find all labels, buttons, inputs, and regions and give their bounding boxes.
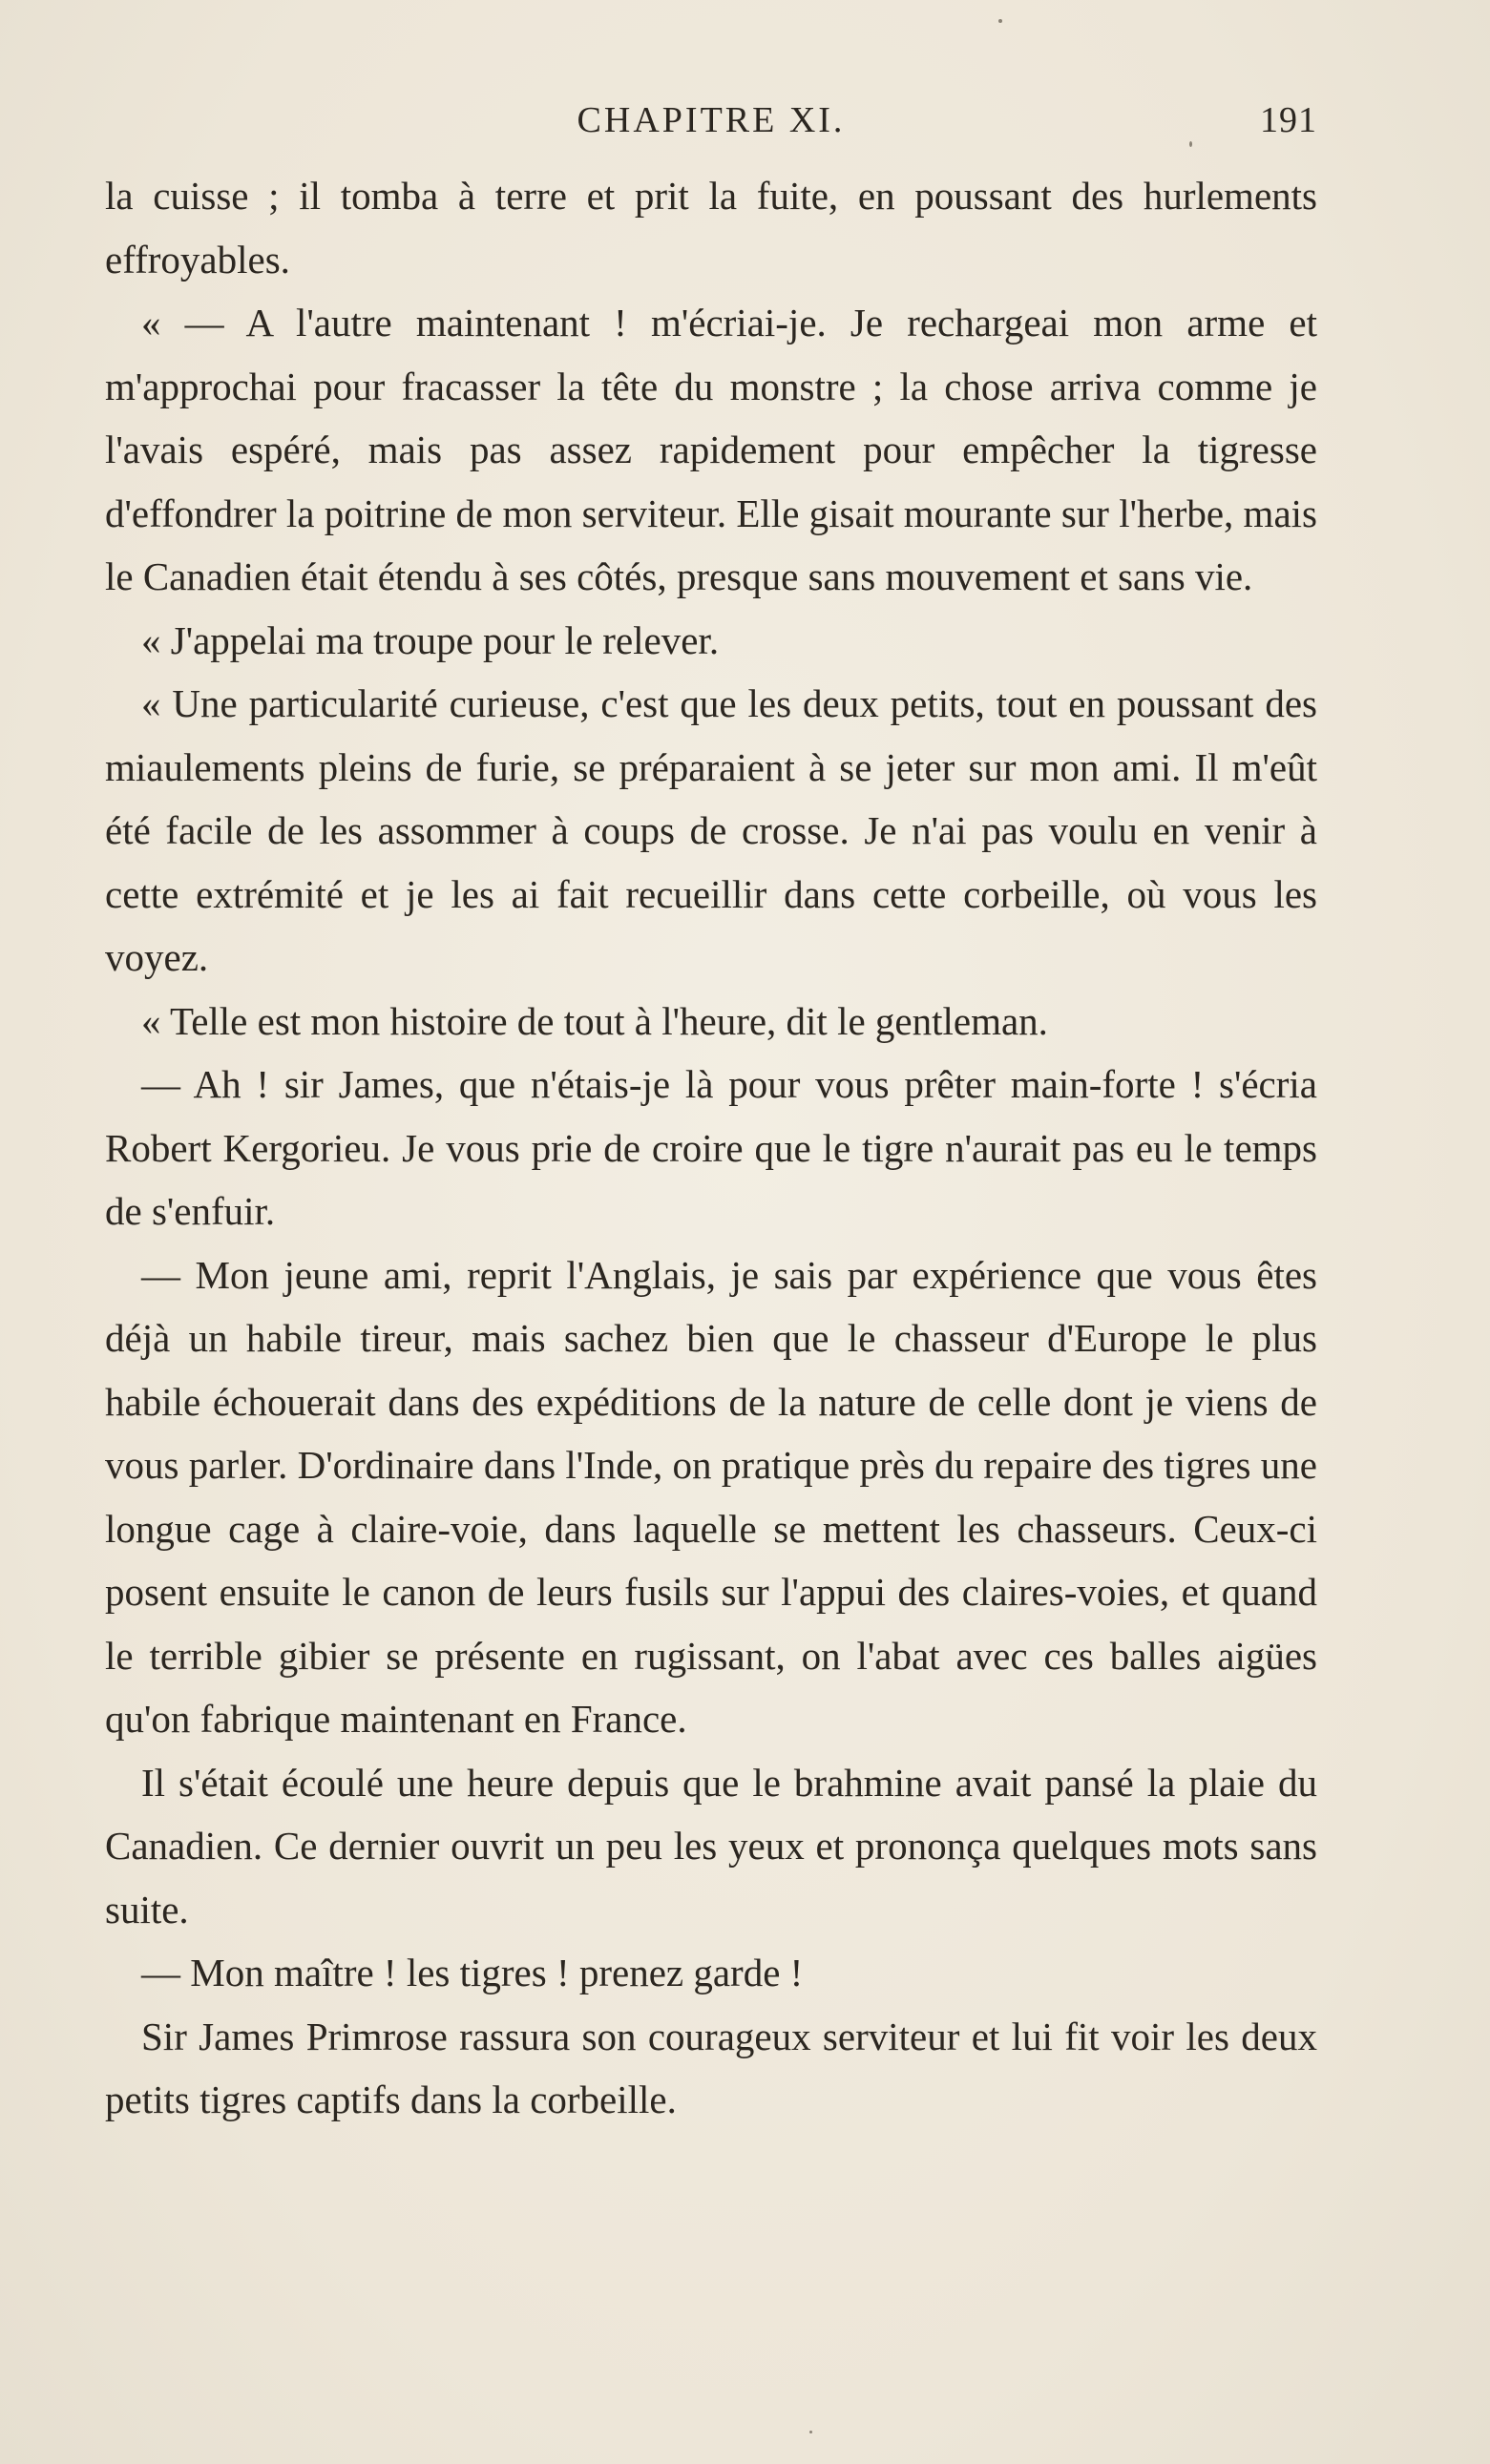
paragraph: — Mon maître ! les tigres ! prenez garde ! xyxy=(141,1951,804,1994)
paragraph: Il s'était écoulé une heure depuis que le brahmine avait pansé la plaie du Canadien. Ce dernier ouvrit un peu les yeux et prononça quelques mots sans suite. xyxy=(105,1760,1317,1932)
page-number: 191 xyxy=(1260,100,1317,140)
paragraph: « — A l'autre maintenant ! m'écriai-je. Je rechargeai mon arme et m'approchai pour fracasser la tête du monstre ; la chose arriva comme je l'avais espéré, mais pas assez rapidement pour empêcher la tigresse d'effondrer la poitrine de mon serviteur. Elle gisait mourante sur l'herbe, mais le Canadien était étendu à ses côtés, presque sans mouvement et sans vie. xyxy=(105,301,1317,598)
paragraph: « Telle est mon histoire de tout à l'heure, dit le gentleman. xyxy=(141,998,1048,1043)
paragraph: Sir James Primrose rassura son courageux serviteur et lui fit voir les deux petits tigres captifs dans la corbeille. xyxy=(105,2014,1317,2121)
paragraph: « Une particularité curieuse, c'est que les deux petits, tout en poussant des miaulements pleins de furie, se préparaient à se jeter sur mon ami. Il m'eût été facile de les assommer à coups de crosse. Je n'ai pas voulu en venir à cette extrémité et je les ai fait recueillir dans cette corbeille, où vous les voyez. xyxy=(105,681,1317,979)
paper-speck xyxy=(809,2431,812,2433)
paper-speck xyxy=(998,19,1002,23)
running-title: CHAPITRE XI. xyxy=(577,100,846,140)
paragraph: « J'appelai ma troupe pour le relever. xyxy=(141,617,720,662)
body-text xyxy=(105,164,1317,2132)
page-header xyxy=(105,99,1317,147)
paragraph: — Mon jeune ami, reprit l'Anglais, je sais par expérience que vous êtes déjà un habile tireur, mais sachez bien que le chasseur d'Europe le plus habile échouerait dans des expéditions de la nature de celle dont je viens de vous parler. D'ordinaire dans l'Inde, on pratique près du repaire des tigres une longue cage à claire-voie, dans laquelle se mettent les chasseurs. Ceux-ci posent ensuite le canon de leurs fusils sur l'appui des claires-voies, et quand le terrible gibier se présente en rugissant, on l'abat avec ces balles aigües qu'on fabrique maintenant en France. xyxy=(105,1252,1317,1741)
paragraph: — Ah ! sir James, que n'étais-je là pour vous prêter main-forte ! s'écria Robert Kergorieu. Je vous prie de croire que le tigre n'aurait pas eu le temps de s'enfuir. xyxy=(105,1062,1317,1233)
paragraph: la cuisse ; il tomba à terre et prit la fuite, en poussant des hurlements effroyables. xyxy=(105,174,1317,282)
